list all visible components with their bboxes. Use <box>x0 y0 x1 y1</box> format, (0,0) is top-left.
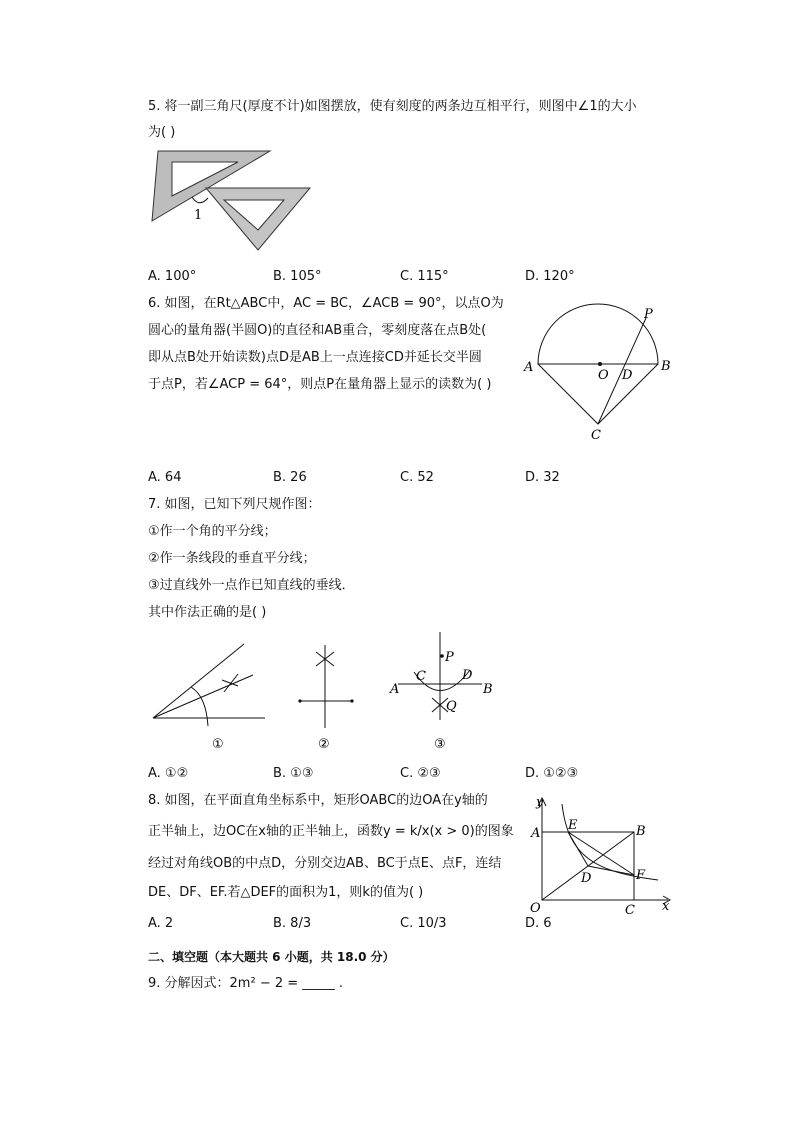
q8-option-a[interactable]: A. 2 <box>148 916 174 931</box>
q7-stem-line1: 7. 如图，已知下列尺规作图： <box>148 497 321 512</box>
q7-figure-3-label: ③ <box>434 737 446 752</box>
q6-center-point <box>598 362 602 366</box>
q5-option-b[interactable]: B. 105° <box>273 269 322 284</box>
q5-set-square-1 <box>152 151 270 221</box>
section-2-title: 二、填空题（本大题共 6 小题，共 18.0 分） <box>148 950 395 964</box>
q7-label-c: C <box>416 669 426 684</box>
q7-label-b: B <box>483 682 493 697</box>
q5-angle-arc <box>192 197 208 203</box>
q8-label-o: O <box>530 901 541 916</box>
q7-figure-1-label: ① <box>212 737 224 752</box>
q8-label-b: B <box>636 824 646 839</box>
q6-option-a[interactable]: A. 64 <box>148 470 182 485</box>
q7-stem-line5: 其中作法正确的是( ) <box>148 605 267 620</box>
q6-stem-line2: 圆心的量角器(半圆O)的直径和AB重合，零刻度落在点B处( <box>148 323 487 338</box>
q7-figure-1-angle-bisector <box>153 644 265 726</box>
q6-option-d[interactable]: D. 32 <box>525 470 560 485</box>
q6-stem-line3: 即从点B处开始读数)点D是AB上一点连接CD并延长交半圆 <box>148 350 482 365</box>
q8-label-x: x <box>662 899 670 914</box>
q7-label-p: P <box>445 650 454 665</box>
q7-option-b[interactable]: B. ①③ <box>273 766 314 781</box>
q5-set-square-2 <box>206 188 310 250</box>
q6-protractor-figure <box>520 300 680 445</box>
q8-stem-line2: 正半轴上，边OC在x轴的正半轴上，函数y = k/x(x > 0)的图象 <box>148 824 514 839</box>
q6-label-p: P <box>644 307 653 322</box>
q5-option-a[interactable]: A. 100° <box>148 269 197 284</box>
q5-option-d[interactable]: D. 120° <box>525 269 575 284</box>
q7-stem-line4: ③过直线外一点作已知直线的垂线． <box>148 578 355 593</box>
q8-option-d[interactable]: D. 6 <box>525 916 552 931</box>
q5-triangle-rulers-figure <box>148 148 308 260</box>
q9-stem: 9. 分解因式：2m² − 2 = _____ . <box>148 976 344 991</box>
q6-label-d: D <box>622 368 633 383</box>
q6-stem-line1: 6. 如图，在Rt△ABC中，AC = BC，∠ACB = 90°，以点O为 <box>148 296 504 311</box>
q7-figure-2-perpendicular-bisector <box>298 645 353 728</box>
q7-option-c[interactable]: C. ②③ <box>400 766 441 781</box>
q5-stem-line1: 5. 将一副三角尺(厚度不计)如图摆放，使有刻度的两条边互相平行，则图中∠1的大小 <box>148 99 637 114</box>
q6-option-b[interactable]: B. 26 <box>273 470 307 485</box>
q7-constructions-figure <box>148 630 508 755</box>
q8-option-b[interactable]: B. 8/3 <box>273 916 312 931</box>
q8-stem-line4: DE、DF、EF.若△DEF的面积为1，则k的值为( ) <box>148 885 424 900</box>
q7-figure-2-label: ② <box>318 737 330 752</box>
q7-option-d[interactable]: D. ①②③ <box>525 766 579 781</box>
q6-stem-line4: 于点P，若∠ACP = 64°，则点P在量角器上显示的读数为( ) <box>148 377 492 392</box>
q6-option-c[interactable]: C. 52 <box>400 470 434 485</box>
q8-label-y: y <box>536 795 544 810</box>
q6-label-a: A <box>524 360 534 375</box>
q6-label-c: C <box>591 428 601 443</box>
q8-label-d: D <box>581 871 592 886</box>
q8-coordinate-figure <box>524 796 674 921</box>
q7-option-a[interactable]: A. ①② <box>148 766 189 781</box>
q6-label-b: B <box>661 359 671 374</box>
q8-stem-line3: 经过对角线OB的中点D，分别交边AB、BC于点E、点F，连结 <box>148 856 502 871</box>
q8-stem-line1: 8. 如图，在平面直角坐标系中，矩形OABC的边OA在y轴的 <box>148 793 488 808</box>
q8-label-a: A <box>531 826 541 841</box>
q7-label-d: D <box>462 668 473 683</box>
q7-stem-line3: ②作一条线段的垂直平分线； <box>148 551 316 566</box>
q8-label-f: F <box>636 868 646 883</box>
q7-label-q: Q <box>446 699 457 714</box>
q5-option-c[interactable]: C. 115° <box>400 269 449 284</box>
q5-stem-line2: 为( ) <box>148 125 176 140</box>
q6-label-o: O <box>598 368 609 383</box>
q6-semicircle <box>538 304 658 364</box>
q7-stem-line2: ①作一个角的平分线； <box>148 524 277 539</box>
q7-label-a: A <box>390 682 400 697</box>
q8-label-e: E <box>568 818 578 833</box>
q8-label-c: C <box>625 903 635 918</box>
q8-option-c[interactable]: C. 10/3 <box>400 916 447 931</box>
q5-angle-label: 1 <box>194 208 203 223</box>
